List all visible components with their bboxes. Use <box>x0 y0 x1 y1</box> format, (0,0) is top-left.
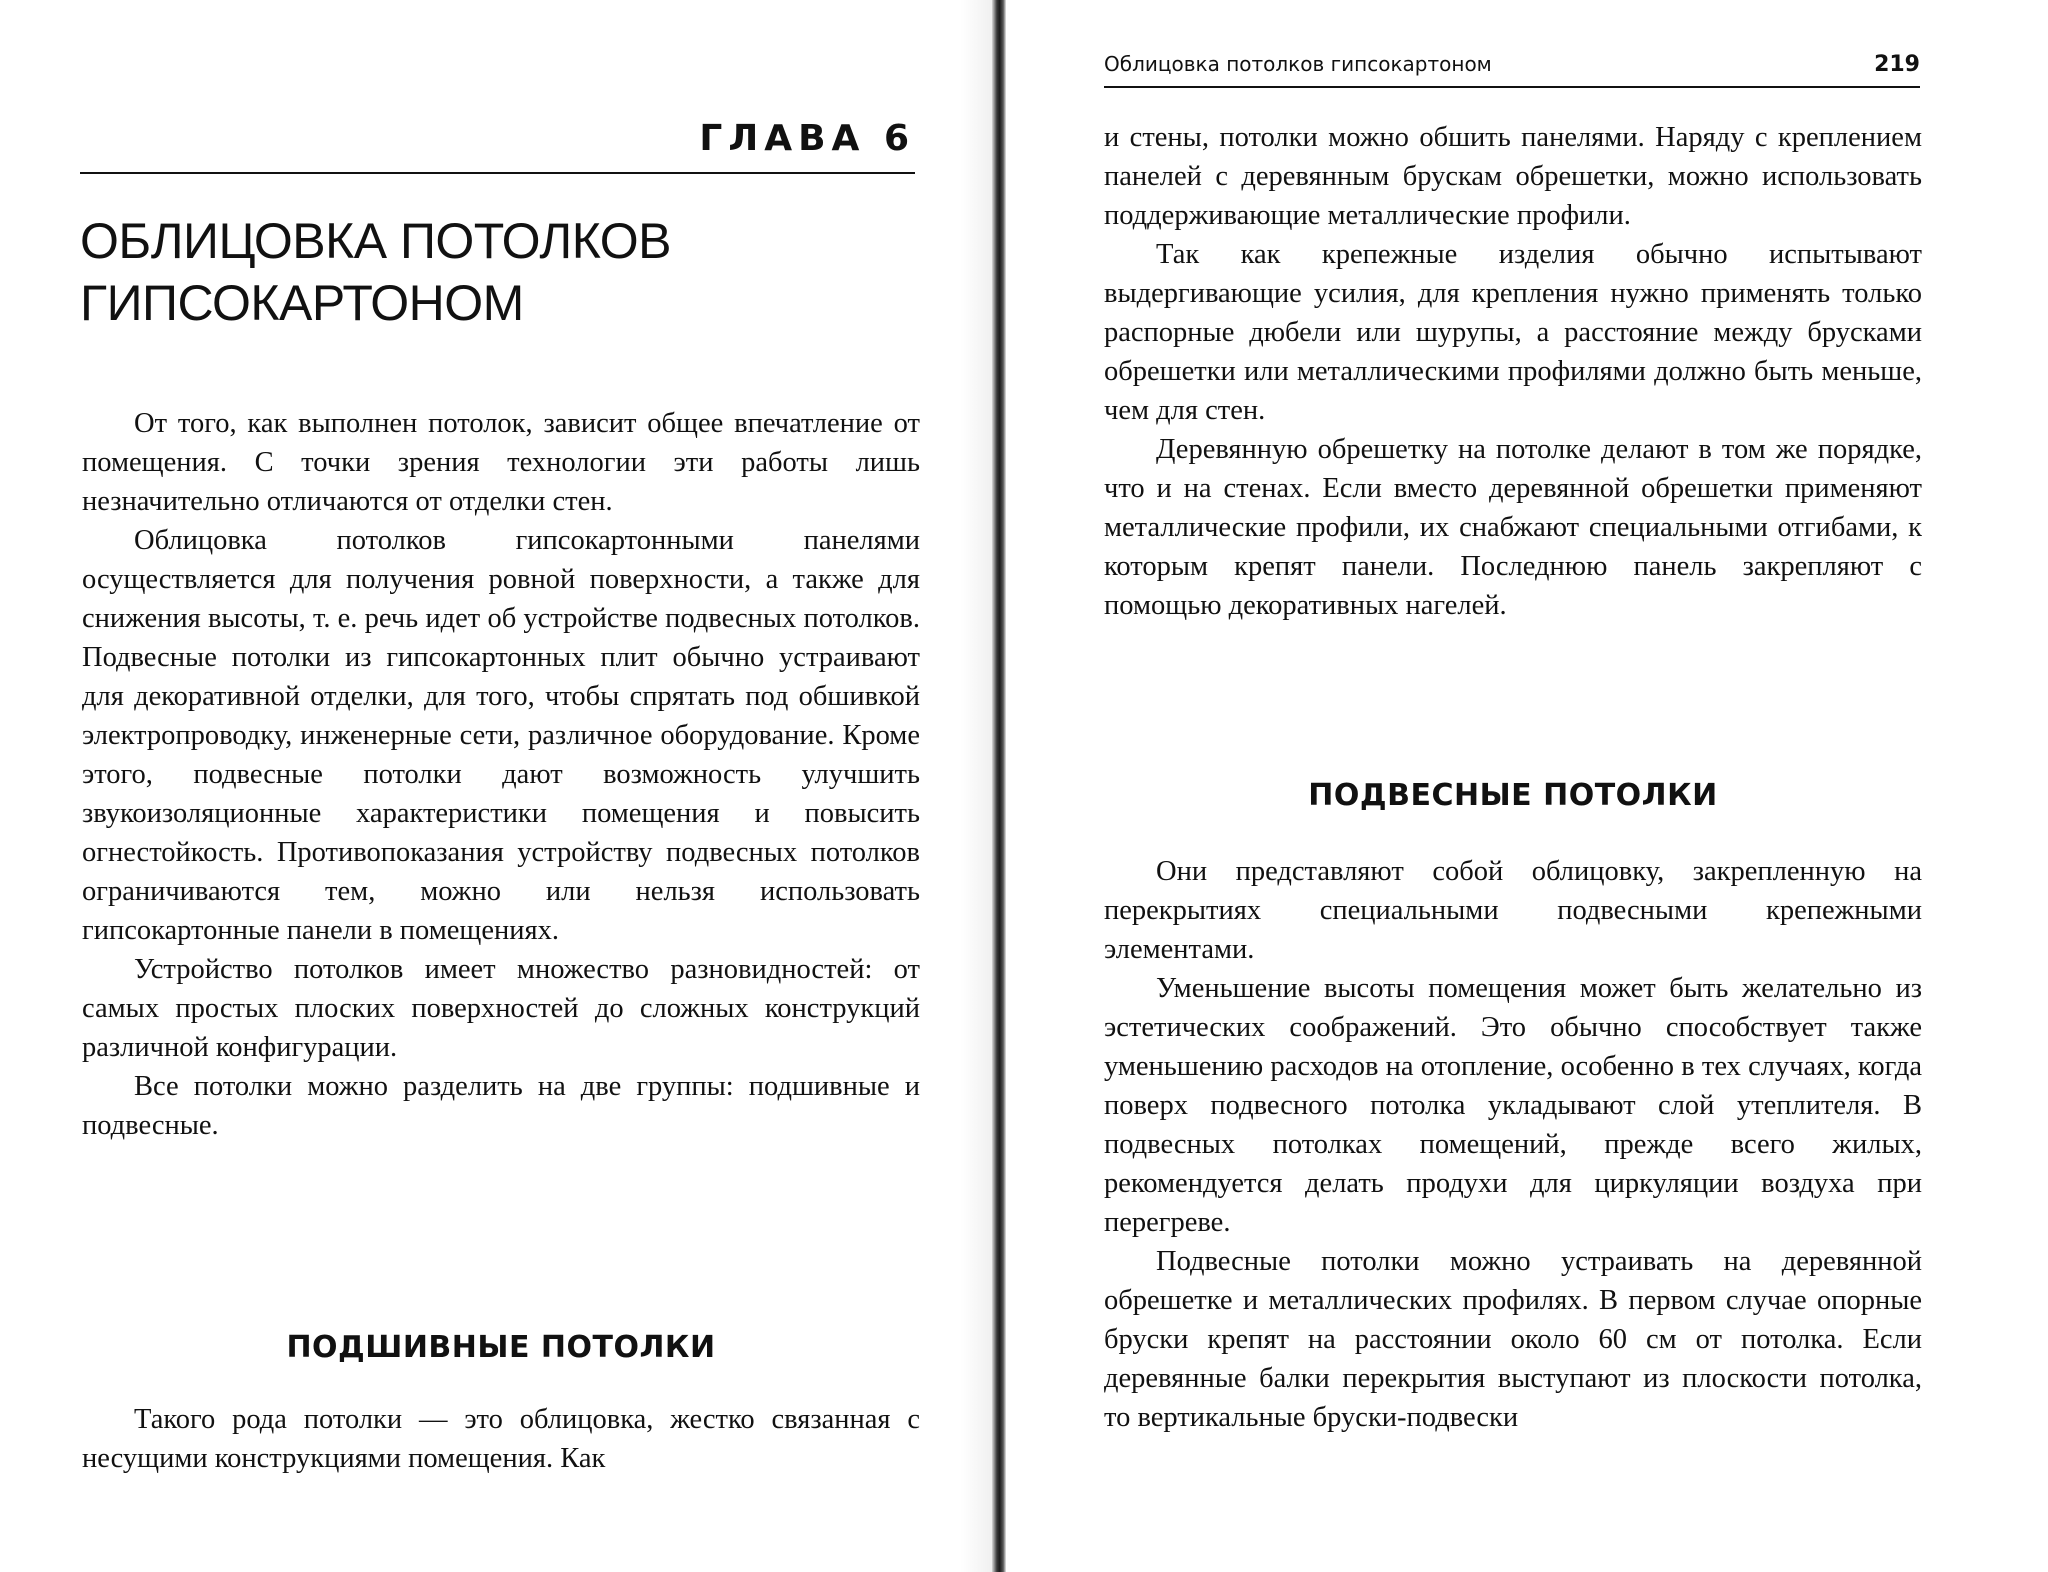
left-page <box>0 0 990 1572</box>
paragraph: Деревянную обрешетку на потолке делают в том же порядке, что и на стенах. Если вместо деревянной обрешетки применяют металлические профили, их снабжают специальными отгибами, к которым крепят панели. Последнюю панель закрепляют с помощью декоративных нагелей. <box>1104 434 1922 621</box>
paragraph: Облицовка потолков гипсокартонными панелями осуществляется для получения ровной поверхности, а также для снижения высоты, т. е. речь идет об устройстве подвесных потолков. Подвесные потолки из гипсокартонных плит обычно устраивают для декоративной отделки, для того, чтобы спрятать под обшивкой электропроводку, инженерные сети, различное оборудование. Кроме этого, подвесные потолки дают возможность улучшить звукоизоляционные характеристики помещения и повысить огнестойкость. Противопоказания устройству подвесных потолков ограничиваются тем, можно или нельзя использовать гипсокартонные панели в помещениях. <box>82 525 920 946</box>
right-section-text <box>1104 852 1922 1437</box>
page-number: 219 <box>1874 52 1920 77</box>
gutter-shadow <box>960 0 992 1572</box>
left-section-text <box>82 1400 920 1478</box>
chapter-title <box>80 210 915 334</box>
paragraph: Такого рода потолки — это облицовка, жестко связанная с несущими конструкциями помещения. Как <box>82 1404 920 1474</box>
left-body-text <box>82 404 920 1145</box>
paragraph: Они представляют собой облицовку, закрепленную на перекрытиях специальными подвесными крепежными элементами. <box>1104 856 1922 965</box>
running-title: Облицовка потолков гипсокартоном <box>1104 52 1492 76</box>
paragraph: От того, как выполнен потолок, зависит общее впечатление от помещения. С точки зрения технологии эти работы лишь незначительно отличаются от отделки стен. <box>82 408 920 517</box>
section-heading: ПОДШИВНЫЕ ПОТОЛКИ <box>286 1330 716 1365</box>
running-header <box>1104 50 1920 88</box>
paragraph: Все потолки можно разделить на две группы: подшивные и подвесные. <box>82 1071 920 1141</box>
paragraph-continuation: и стены, потолки можно обшить панелями. Наряду с креплением панелей с деревянным брускам обрешетки, можно использовать поддерживающие металлические профили. <box>1104 122 1922 231</box>
chapter-label: ГЛАВА 6 <box>699 118 915 159</box>
chapter-title-line: ОБЛИЦОВКА ПОТОЛКОВ <box>80 213 672 269</box>
chapter-title-line: ГИПСОКАРТОНОМ <box>80 275 524 331</box>
paragraph: Так как крепежные изделия обычно испытывают выдергивающие усилия, для крепления нужно применять только распорные дюбели или шурупы, а расстояние между брусками обрешетки или металлическими профилями должно быть меньше, чем для стен. <box>1104 239 1922 426</box>
book-gutter <box>992 0 1006 1572</box>
chapter-rule <box>80 172 915 174</box>
paragraph: Устройство потолков имеет множество разновидностей: от самых простых плоских поверхностей до сложных конструкций различной конфигурации. <box>82 954 920 1063</box>
section-heading: ПОДВЕСНЫЕ ПОТОЛКИ <box>1308 778 1718 813</box>
paragraph: Подвесные потолки можно устраивать на деревянной обрешетке и металлических профилях. В первом случае опорные бруски крепят на расстоянии около 60 см от потолка. Если деревянные балки перекрытия выступают из плоскости потолка, то вертикальные бруски-подвески <box>1104 1246 1922 1433</box>
paragraph: Уменьшение высоты помещения может быть желательно из эстетических соображений. Это обычно способствует также уменьшению расходов на отопление, особенно в тех случаях, когда поверх подвесного потолка укладывают слой утеплителя. В подвесных потолках помещений, прежде всего жилых, рекомендуется делать продухи для циркуляции воздуха при перегреве. <box>1104 973 1922 1238</box>
right-body-text <box>1104 118 1922 625</box>
